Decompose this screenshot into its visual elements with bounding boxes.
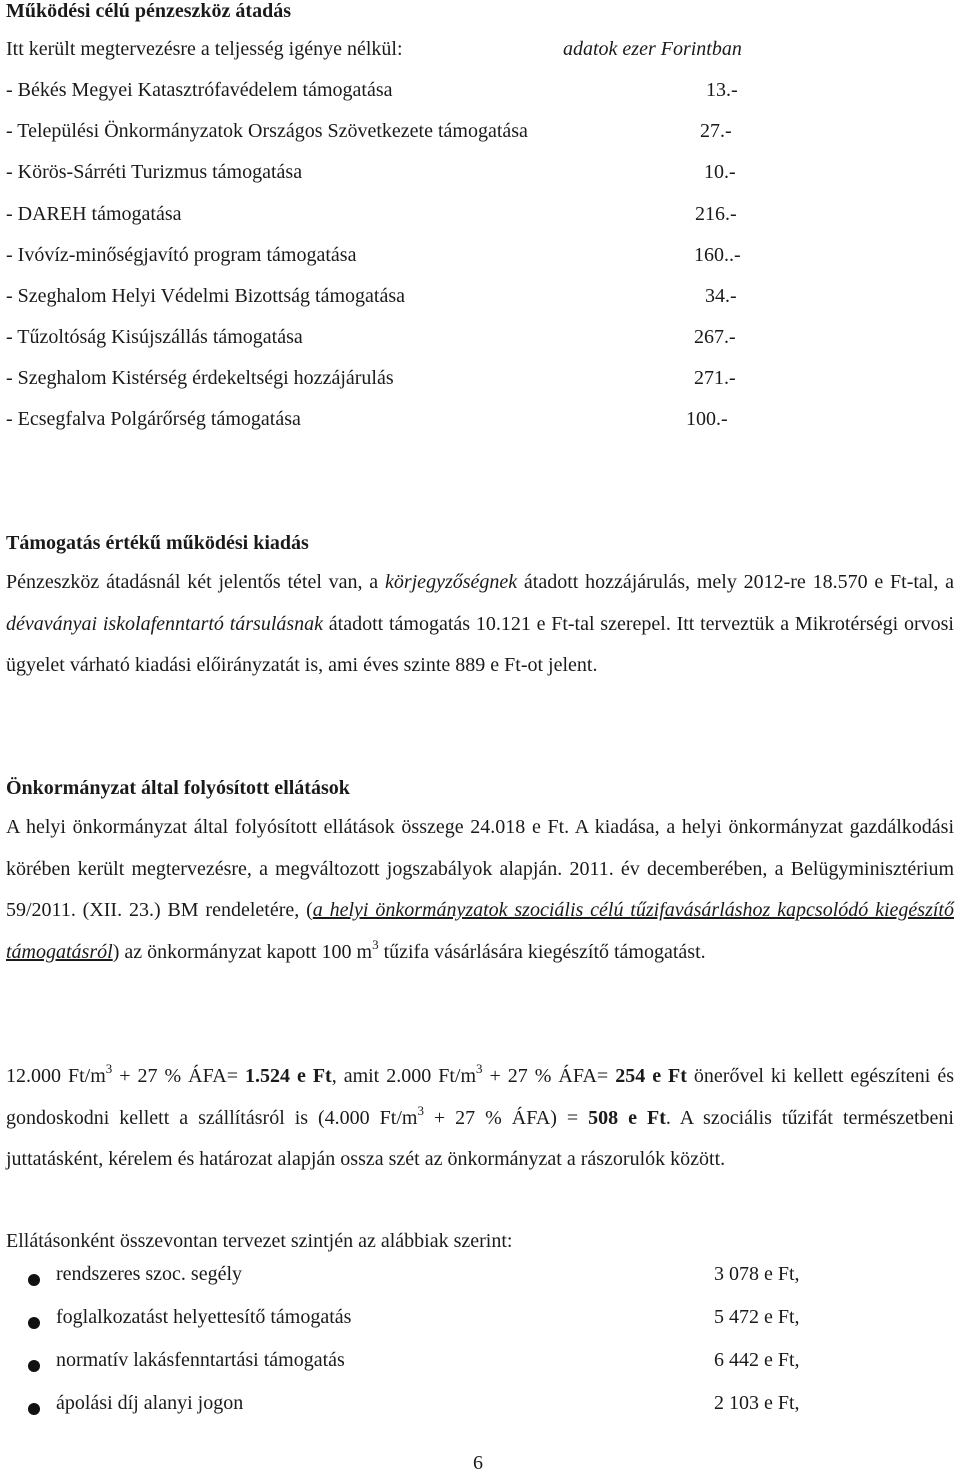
item-label: - DAREH támogatása <box>6 203 182 225</box>
superscript: 3 <box>105 1061 113 1076</box>
list-item-value: 3 078 e Ft, <box>714 1263 800 1285</box>
item-amount: 271.- <box>694 367 736 389</box>
text-run: átadott hozzájárulás, mely 2012-re 18.570 e Ft-tal, a <box>517 571 955 593</box>
text-run-italic: dévaványai iskolafenntartó társulásnak <box>6 612 324 635</box>
bullet-icon <box>28 1403 40 1415</box>
list-item <box>28 1306 928 1336</box>
text-run: önerővel ki kellett egészíteni és gondoskodni kellett a szállításról is (4.000 Ft/m <box>6 1065 954 1129</box>
text-run-bold: 508 e Ft <box>588 1106 666 1129</box>
item-label: - Békés Megyei Katasztrófavédelem támogatása <box>6 79 393 101</box>
page-number: 6 <box>473 1452 483 1474</box>
item-label: - Szeghalom Kistérség érdekeltségi hozzájárulás <box>6 367 394 389</box>
bullet-icon <box>28 1360 40 1372</box>
section-title-onkormanyzat-ellatasok: Önkormányzat által folyósított ellátások <box>6 777 350 799</box>
section-title-mukodesi-celu: Működési célú pénzeszköz átadás <box>6 0 291 22</box>
text-run-bold: 254 e Ft <box>615 1065 687 1087</box>
paragraph-ellatasonkent: Ellátásonként összevontan tervezet szintjén az alábbiak szerint: <box>6 1230 513 1252</box>
list-item-label: rendszeres szoc. segély <box>56 1263 243 1285</box>
text-run: + 27 % ÁFA) = <box>423 1106 589 1129</box>
item-amount: 216.- <box>695 203 737 225</box>
text-run-italic-underlined: a helyi önkormányzatok szociális célú tűzifavásárláshoz kapcsolódó kiegészítő támogatásról <box>6 899 954 963</box>
item-label: - Szeghalom Helyi Védelmi Bizottság támogatása <box>6 285 405 307</box>
text-run: + 27 % ÁFA= <box>482 1065 616 1087</box>
text-run: A helyi önkormányzat által folyósított ellátások összege 24.018 e Ft. A kiadása, a helyi önkormányzat gazdálkodási körében került megtervezésre, a megváltozott jogszabályok alapján. 2011. év decemberében, a Belügyminisztérium 59/2011. (XII. 23.) BM rendeletére, ( <box>6 816 954 921</box>
unit-note: adatok ezer Forintban <box>563 38 742 60</box>
item-amount: 100.- <box>686 408 728 430</box>
item-label: - Körös-Sárréti Turizmus támogatása <box>6 161 303 183</box>
item-label: - Tűzoltóság Kisújszállás támogatása <box>6 326 303 348</box>
text-run: tűzifa vásárlására kiegészítő támogatást. <box>378 940 706 963</box>
item-label: - Települési Önkormányzatok Országos Szövetkezete támogatása <box>6 120 528 142</box>
bullet-icon <box>28 1317 40 1329</box>
item-amount: 267.- <box>694 326 736 348</box>
item-amount: 160..- <box>694 244 741 266</box>
text-run: 12.000 Ft/m <box>6 1065 106 1087</box>
superscript: 3 <box>417 1102 424 1118</box>
list-item-value: 6 442 e Ft, <box>714 1349 800 1371</box>
paragraph-ellatasok <box>6 807 954 973</box>
list-item <box>28 1263 928 1293</box>
list-item-value: 2 103 e Ft, <box>714 1392 800 1414</box>
paragraph-tuzifa-koltseg <box>6 1056 954 1181</box>
text-run-bold: 1.524 e Ft <box>244 1065 332 1087</box>
text-run: + 27 % ÁFA= <box>112 1065 245 1087</box>
list-item-value: 5 472 e Ft, <box>714 1306 800 1328</box>
list-item-label: ápolási díj alanyi jogon <box>56 1392 244 1414</box>
list-item <box>28 1392 928 1422</box>
text-run: . A szociális tűzifát természetbeni juttatásként, kérelem és határozat alapján ossza szét az önkormányzat a rászorulók között. <box>6 1106 954 1170</box>
section-title-tamogatas-erteku: Támogatás értékű működési kiadás <box>6 532 309 554</box>
text-run: , amit 2.000 Ft/m <box>331 1065 477 1087</box>
text-run-italic: körjegyzőségnek <box>384 571 518 593</box>
item-amount: 27.- <box>700 120 732 142</box>
item-amount: 13.- <box>706 79 738 101</box>
superscript: 3 <box>476 1061 483 1076</box>
list-item <box>28 1349 928 1379</box>
section-intro: Itt került megtervezésre a teljesség igénye nélkül: <box>6 38 403 60</box>
item-amount: 10.- <box>704 161 736 183</box>
bullet-icon <box>28 1274 40 1286</box>
item-amount: 34.- <box>705 285 737 307</box>
item-label: - Ivóvíz-minőségjavító program támogatása <box>6 244 357 266</box>
text-run: átadott támogatás 10.121 e Ft-tal szerepel. Itt terveztük a Mikrotérségi orvosi ügyelet várható kiadási előirányzatát is, ami éves szinte 889 e Ft-ot jelent. <box>6 612 954 676</box>
text-run: Pénzeszköz átadásnál két jelentős tétel van, a <box>6 571 385 593</box>
list-item-label: foglalkozatást helyettesítő támogatás <box>56 1306 352 1328</box>
paragraph-tamogatas <box>6 562 954 687</box>
superscript: 3 <box>372 936 379 952</box>
text-run: ) az önkormányzat kapott 100 m <box>112 940 373 963</box>
item-label: - Ecsegfalva Polgárőrség támogatása <box>6 408 301 430</box>
list-item-label: normatív lakásfenntartási támogatás <box>56 1349 345 1371</box>
